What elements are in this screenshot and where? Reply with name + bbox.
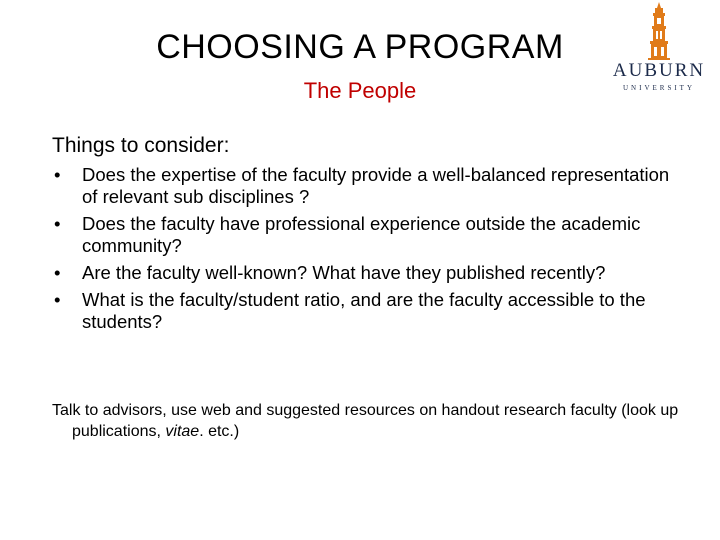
logo-subtext: UNIVERSITY	[623, 84, 695, 92]
bullet-dot-icon: •	[54, 213, 61, 234]
bullet-text: Does the expertise of the faculty provide a well-balanced representation of relevant sub disciplines ?	[82, 164, 670, 207]
bullet-item	[52, 213, 672, 257]
bullet-item	[52, 289, 672, 333]
auburn-logo	[600, 2, 718, 98]
note-text-before: Talk to advisors, use web and suggested resources on handout research faculty (look up publications,	[52, 402, 679, 440]
note-text-after: . etc.)	[199, 423, 240, 440]
bullet-text: What is the faculty/student ratio, and are the faculty accessible to the students?	[82, 289, 646, 332]
bullet-text: Are the faculty well-known? What have they published recently?	[82, 262, 606, 283]
logo-wordmark: AUBURN	[612, 60, 706, 81]
bullet-item	[52, 164, 672, 208]
bullet-dot-icon: •	[54, 262, 61, 283]
bullet-list	[52, 164, 672, 338]
tower-icon	[646, 2, 672, 60]
intro-text: Things to consider:	[52, 134, 230, 157]
bullet-item	[52, 262, 672, 284]
slide-title: CHOOSING A PROGRAM	[156, 28, 564, 66]
bullet-text: Does the faculty have professional experience outside the academic community?	[82, 213, 641, 256]
advice-note	[52, 400, 682, 442]
slide-subtitle: The People	[303, 78, 417, 103]
bullet-dot-icon: •	[54, 289, 61, 310]
note-text-italic: vitae	[165, 423, 200, 440]
bullet-dot-icon: •	[54, 164, 61, 185]
